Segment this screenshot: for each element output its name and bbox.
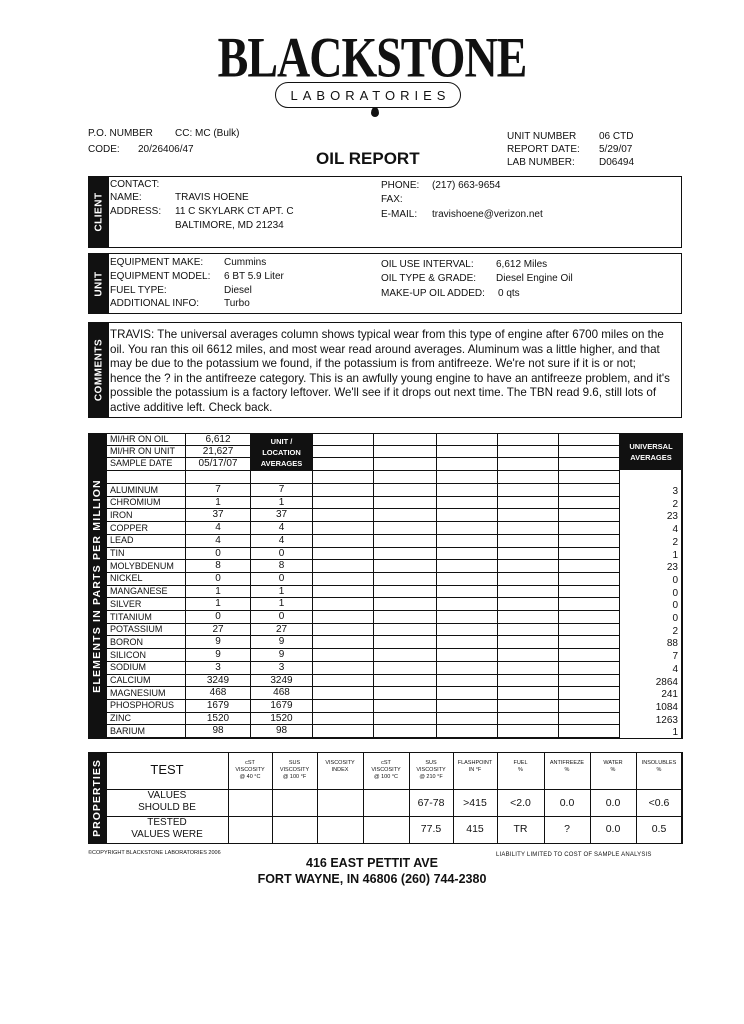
equipment-model-label: EQUIPMENT MODEL: [110, 271, 211, 282]
element-name: SILVER [110, 598, 142, 609]
makeup-oil-value: 0 qts [498, 288, 520, 299]
element-sample-value: 1 [215, 585, 221, 597]
fuel-type-value: Diesel [224, 285, 252, 296]
element-universal-average: 3 [672, 486, 678, 497]
elements-side-label: ELEMENTS IN PARTS PER MILLION [88, 433, 106, 739]
tested-value: 415 [466, 823, 484, 835]
grid-row-line [106, 483, 619, 484]
element-name: CALCIUM [110, 675, 151, 685]
oil-use-interval-value: 6,612 Miles [496, 259, 548, 270]
should-be-value: <0.6 [648, 797, 670, 809]
element-name: MAGNESIUM [110, 687, 166, 698]
copyright-text: ©COPYRIGHT BLACKSTONE LABORATORIES 2006 [88, 850, 221, 856]
footer-address-line1: 416 EAST PETTIT AVE [306, 856, 438, 870]
phone-value: (217) 663-9654 [432, 180, 501, 191]
grid-row-line [106, 661, 619, 662]
element-unit-average: 1679 [270, 699, 293, 711]
grid-row-line [106, 737, 619, 738]
element-name: CHROMIUM [110, 497, 161, 508]
element-universal-average: 1084 [655, 701, 678, 713]
element-universal-average: 0 [672, 600, 678, 612]
comments-side-label: COMMENTS [89, 323, 109, 417]
element-universal-average: 2864 [655, 676, 678, 688]
element-unit-average: 9 [278, 636, 285, 648]
element-unit-average: 9 [278, 649, 285, 661]
element-sample-value: 9 [215, 649, 221, 661]
element-sample-value: 3 [215, 661, 221, 673]
grid-column-line [682, 433, 683, 739]
element-unit-average: 0 [278, 611, 285, 622]
grid-column-line [312, 433, 313, 739]
property-header: SUS VISCOSITY @ 210 °F [416, 760, 446, 780]
grid-row-line [106, 610, 619, 611]
lab-number-label: LAB NUMBER: [507, 157, 575, 168]
comments-text: TRAVIS: The universal averages column shows typical wear from this type of engine after 6700 miles on the oil. You ran this oil 6612 miles, and most wear read around averages. Aluminum was a little higher, and that may be due to the potassium we found, if the potassium is from antifreeze. We're not sure if it is or not; hence the ? in the antifreeze category. This is an awfully young engine to have an antifreeze problem, and it's possible the potassium is a factory leftover. We'll see if it drops out next time. The TBN read 9.6, still lots of active additive left. Check back. [110, 328, 670, 414]
element-unit-average: 7 [278, 484, 285, 495]
equipment-model-value: 6 BT 5.9 Liter [224, 271, 284, 282]
element-unit-average: 3 [278, 661, 285, 673]
logo-wordmark: BLACKSTONE [217, 25, 527, 89]
element-sample-value: 98 [212, 725, 224, 737]
universal-averages-header: UNIVERSAL AVERAGES [620, 434, 682, 470]
element-sample-value: 1520 [206, 712, 230, 724]
code-label: CODE: [88, 144, 120, 155]
name-value: TRAVIS HOENE [175, 192, 249, 203]
grid-row-line [106, 559, 619, 560]
tested-value: 0.5 [651, 823, 667, 835]
grid-row-line [106, 534, 619, 535]
address-line2: BALTIMORE, MD 21234 [175, 220, 284, 231]
element-universal-average: 2 [672, 498, 678, 510]
report-date-label: REPORT DATE: [507, 144, 580, 155]
element-sample-value: 1 [215, 496, 221, 508]
should-be-value: 67-78 [417, 797, 445, 809]
grid-row-line [106, 547, 619, 548]
element-universal-average: 4 [672, 524, 678, 536]
logo-subtitle: LABORATORIES [290, 87, 451, 103]
additional-info-label: ADDITIONAL INFO: [110, 298, 200, 309]
element-universal-average: 2 [672, 536, 678, 548]
element-sample-value: 9 [215, 636, 221, 648]
fuel-type-label: FUEL TYPE: [110, 285, 167, 296]
element-universal-average: 88 [666, 638, 678, 650]
grid-row-line [106, 648, 619, 649]
grid-row-line [106, 597, 619, 598]
oil-use-interval-label: OIL USE INTERVAL: [381, 259, 474, 270]
grid-row-line [106, 686, 619, 687]
grid-row-line [106, 445, 619, 446]
additional-info-value: Turbo [224, 298, 250, 309]
element-sample-value: 4 [215, 522, 221, 534]
grid-row-line [106, 572, 619, 573]
unit-side-label: UNIT [89, 254, 109, 313]
element-universal-average: 23 [666, 511, 678, 523]
code-value: 20/26406/47 [138, 144, 194, 155]
element-name: ALUMINUM [110, 484, 159, 495]
grid-row-line [106, 712, 619, 713]
property-header: cST VISCOSITY @ 40 °C [235, 760, 265, 780]
grid-row-line [106, 623, 619, 624]
element-name: SODIUM [110, 662, 146, 673]
grid-column-line [558, 433, 559, 739]
test-label: TEST [150, 762, 184, 777]
elements-table [88, 433, 682, 739]
phone-label: PHONE: [381, 180, 420, 191]
grid-row-line [106, 699, 619, 700]
element-name: BARIUM [110, 725, 146, 736]
grid-row-line [106, 496, 619, 497]
tested-value: 0.0 [605, 823, 621, 835]
address-label: ADDRESS: [110, 206, 162, 217]
unit-number-label: UNIT NUMBER [507, 131, 577, 142]
element-sample-value: 0 [215, 611, 221, 622]
logo-subtitle-frame [275, 82, 461, 108]
element-name: NICKEL [110, 573, 143, 584]
element-name: POTASSIUM [110, 624, 163, 635]
grid-row-line [106, 674, 619, 675]
element-universal-average: 1 [672, 549, 678, 561]
element-sample-value: 468 [209, 687, 227, 699]
property-header: FUEL % [513, 760, 528, 773]
element-universal-average: 0 [672, 613, 678, 624]
email-label: E-MAIL: [381, 209, 418, 220]
element-name: TIN [110, 548, 125, 558]
element-name: MOLYBDENUM [110, 560, 174, 571]
element-universal-average: 23 [666, 562, 678, 574]
element-universal-average: 7 [672, 651, 678, 663]
property-header: INSOLUBLES % [641, 760, 677, 773]
element-name: LEAD [110, 535, 134, 546]
info-row-label: SAMPLE DATE [110, 458, 173, 468]
grid-row-line [106, 457, 619, 458]
element-universal-average: 1263 [655, 714, 678, 726]
should-be-value: 0.0 [559, 797, 575, 809]
element-universal-average: 0 [672, 587, 678, 599]
grid-column-line [106, 433, 107, 739]
properties-side-label: PROPERTIES [88, 752, 106, 844]
element-unit-average: 8 [278, 560, 285, 572]
oil-type-value: Diesel Engine Oil [496, 273, 573, 284]
lab-number-value: D06494 [599, 157, 635, 168]
contact-label: CONTACT: [110, 179, 160, 190]
properties-column-line [682, 752, 683, 844]
element-universal-average: 2 [672, 625, 678, 637]
element-unit-average: 0 [278, 547, 285, 559]
element-unit-average: 37 [275, 509, 288, 521]
equipment-make-label: EQUIPMENT MAKE: [110, 257, 204, 268]
grid-row-line [106, 521, 619, 522]
property-header: FLASHPOINT IN °F [457, 760, 493, 773]
element-unit-average: 4 [278, 522, 285, 534]
fax-label: FAX: [381, 194, 403, 205]
element-universal-average: 4 [672, 663, 678, 675]
grid-column-line [436, 433, 437, 739]
address-line1: 11 C SKYLARK CT APT. C [175, 206, 294, 217]
values-should-be-label: VALUES SHOULD BE [138, 790, 196, 813]
footer-address-line2: FORT WAYNE, IN 46806 (260) 744-2380 [257, 872, 487, 886]
element-sample-value: 27 [212, 623, 224, 635]
element-unit-average: 1 [278, 496, 285, 508]
report-title: OIL REPORT [316, 149, 420, 168]
client-side-label: CLIENT [89, 177, 109, 247]
element-universal-average: 1 [672, 727, 678, 739]
grid-row-line [106, 635, 619, 636]
element-unit-average: 468 [273, 687, 290, 699]
oil-type-label: OIL TYPE & GRADE: [381, 273, 477, 284]
element-unit-average: 1 [278, 598, 285, 610]
oil-drop-icon [371, 107, 379, 117]
tested-value: 77.5 [420, 823, 442, 835]
element-unit-average: 0 [278, 572, 285, 584]
property-header: cST VISCOSITY @ 100 °C [371, 760, 401, 780]
name-label: NAME: [110, 192, 142, 203]
property-header: ANTIFREEZE % [549, 760, 585, 773]
unit-averages-header: UNIT / LOCATION AVERAGES [251, 434, 312, 470]
element-unit-average: 98 [275, 725, 288, 737]
element-name: COPPER [110, 522, 149, 533]
property-header: VISCOSITY INDEX [325, 760, 355, 773]
element-name: SILICON [110, 649, 147, 660]
info-row-value: 6,612 [205, 434, 231, 445]
po-number-label: P.O. NUMBER [88, 128, 153, 139]
element-name: PHOSPHORUS [110, 700, 175, 711]
grid-row-line [106, 585, 619, 586]
info-row-value: 05/17/07 [198, 458, 238, 469]
info-row-value: 21,627 [202, 446, 234, 457]
element-sample-value: 4 [215, 534, 221, 546]
element-sample-value: 1679 [206, 699, 230, 711]
cc-label: CC: MC (Bulk) [175, 128, 240, 139]
element-sample-value: 7 [215, 484, 221, 495]
grid-row-line [106, 724, 619, 725]
should-be-value: >415 [463, 797, 487, 809]
property-header: SUS VISCOSITY @ 100 °F [279, 760, 310, 780]
grid-row-line [106, 508, 619, 509]
grid-row-line [106, 470, 619, 471]
element-name: TITANIUM [110, 611, 152, 622]
should-be-value: 0.0 [605, 797, 621, 809]
element-sample-value: 37 [212, 509, 224, 521]
email-value: travishoene@verizon.net [432, 209, 543, 220]
element-unit-average: 1520 [270, 712, 293, 724]
element-universal-average: 241 [661, 689, 678, 701]
makeup-oil-label: MAKE-UP OIL ADDED: [381, 288, 485, 299]
info-row-label: MI/HR ON UNIT [110, 446, 175, 456]
element-unit-average: 4 [278, 534, 285, 546]
element-name: ZINC [110, 713, 131, 724]
grid-column-line [373, 433, 374, 739]
grid-column-line [497, 433, 498, 739]
should-be-value: <2.0 [510, 797, 531, 809]
equipment-make-value: Cummins [224, 257, 267, 268]
element-sample-value: 3249 [206, 674, 230, 686]
element-sample-value: 0 [215, 572, 221, 584]
element-name: BORON [110, 636, 144, 647]
element-name: IRON [110, 509, 133, 520]
element-unit-average: 3249 [270, 674, 293, 686]
element-universal-average: 0 [672, 574, 678, 586]
info-row-label: MI/HR ON OIL [110, 434, 169, 444]
tested-value: ? [564, 823, 570, 835]
element-unit-average: 27 [275, 623, 288, 635]
unit-number-value: 06 CTD [599, 131, 634, 142]
element-sample-value: 1 [215, 598, 221, 610]
tested-value: TR [513, 823, 528, 835]
element-unit-average: 1 [278, 585, 285, 597]
element-sample-value: 8 [215, 560, 221, 572]
element-sample-value: 0 [215, 547, 221, 559]
tested-values-label: TESTED VALUES WERE [131, 817, 203, 840]
element-name: MANGANESE [110, 586, 168, 597]
property-header: WATER % [603, 760, 623, 773]
report-date-value: 5/29/07 [599, 144, 633, 155]
liability-text: LIABILITY LIMITED TO COST OF SAMPLE ANALYSIS [496, 852, 652, 858]
